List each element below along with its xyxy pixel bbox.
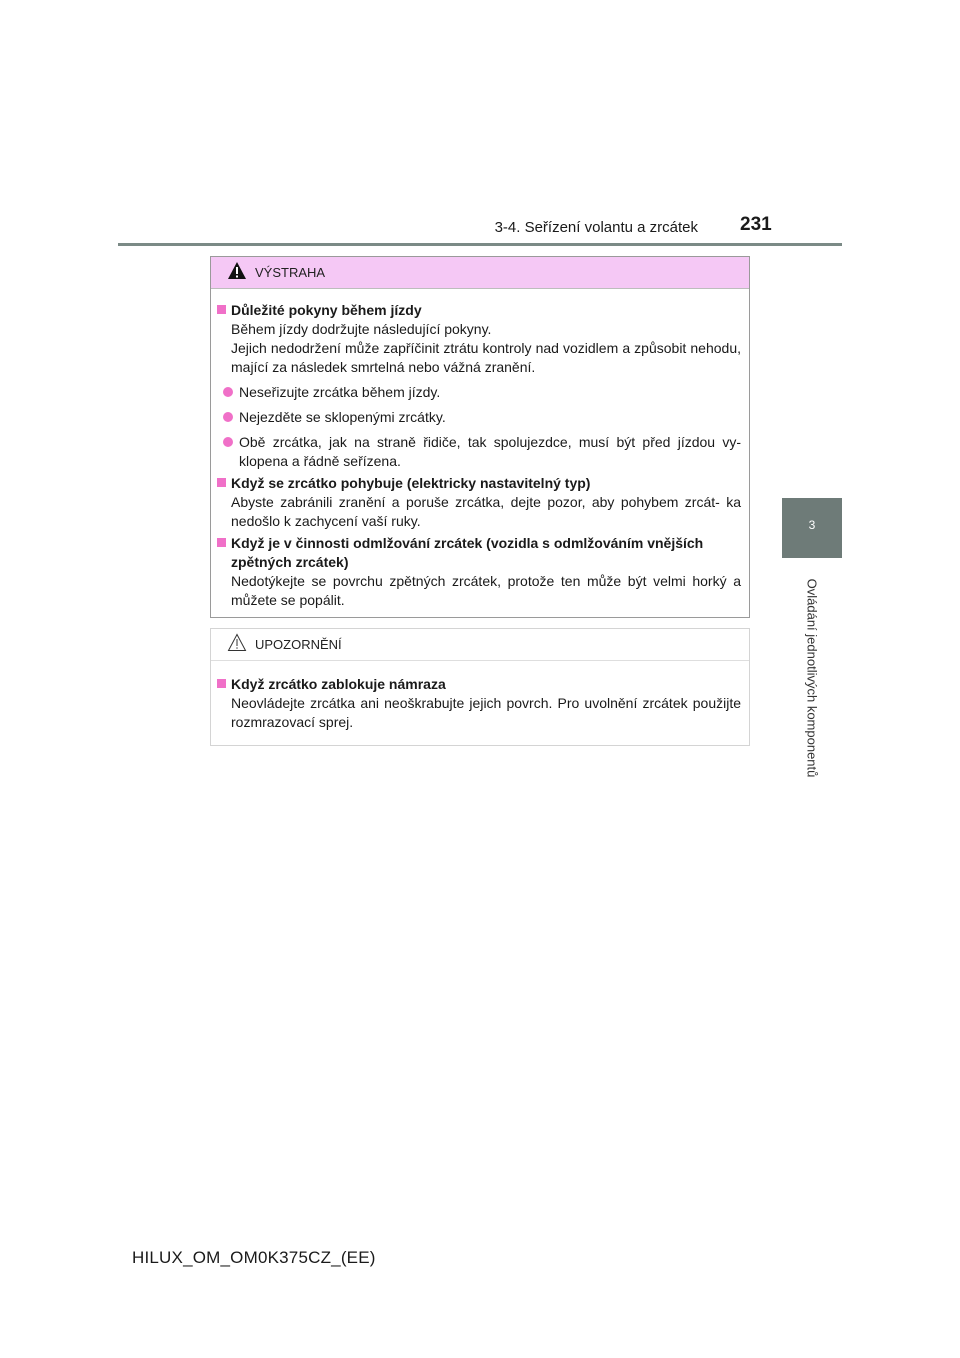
caution-header <box>211 629 749 661</box>
caution-item-heading: Když zrcátko zablokuje námraza <box>217 675 741 694</box>
warning-box <box>210 256 750 618</box>
page-number: 231 <box>740 214 772 235</box>
square-bullet-icon <box>217 538 226 547</box>
caution-item-text: Neovládejte zrcátka ani neoškrabujte jejich povrch. Pro uvolnění zrcátek použijte rozmrazovací sprej. <box>231 695 741 730</box>
warning-item-text: Během jízdy dodržujte následující pokyny. <box>231 321 492 337</box>
list-item: Obě zrcátka, jak na straně řidiče, tak spolujezdce, musí být před jízdou vy- klopena a řádně seřízena. <box>217 433 741 471</box>
chapter-label: Ovládání jednotlivých komponentů <box>804 578 820 778</box>
round-bullet-icon <box>223 437 233 447</box>
warning-item-heading: Když se zrcátko pohybuje (elektricky nastavitelný typ) <box>217 474 741 493</box>
warning-triangle-icon <box>227 261 247 280</box>
warning-item-heading: Když je v činnosti odmlžování zrcátek (vozidla s odmlžováním vnějších zpětných zrcátek) <box>217 534 741 572</box>
round-bullet-icon <box>223 387 233 397</box>
warning-header <box>211 257 749 289</box>
warning-item-heading: Důležité pokyny během jízdy <box>217 301 741 320</box>
warning-body <box>211 289 749 610</box>
warning-item-text: Abyste zabránili zranění a poruše zrcátka, dejte pozor, aby pohybem zrcát- ka nedošlo k zachycení vaší ruky. <box>231 494 741 529</box>
warning-title: VÝSTRAHA <box>255 265 326 280</box>
square-bullet-icon <box>217 305 226 314</box>
list-item: Neseřizujte zrcátka během jízdy. <box>217 383 741 402</box>
caution-triangle-icon <box>227 633 247 652</box>
section-title: 3-4. Seřízení volantu a zrcátek <box>494 219 698 236</box>
caution-title: UPOZORNĚNÍ <box>255 637 342 652</box>
warning-item-text: Nedotýkejte se povrchu zpětných zrcátek, protože ten může být velmi horký a můžete se popálit. <box>231 573 741 608</box>
chapter-number: 3 <box>808 518 816 532</box>
list-item: Nejezděte se sklopenými zrcátky. <box>217 408 741 427</box>
warning-item-text: Jejich nedodržení může zapříčinit ztrátu kontroly nad vozidlem a způsobit nehodu, mající za následek smrtelná nebo vážná zranění. <box>231 340 741 375</box>
caution-box <box>210 628 750 746</box>
chapter-tab <box>782 498 842 558</box>
round-bullet-icon <box>223 412 233 422</box>
header-rule <box>118 243 842 246</box>
document-code: HILUX_OM_OM0K375CZ_(EE) <box>132 1248 376 1267</box>
caution-body <box>211 661 749 732</box>
square-bullet-icon <box>217 478 226 487</box>
square-bullet-icon <box>217 679 226 688</box>
